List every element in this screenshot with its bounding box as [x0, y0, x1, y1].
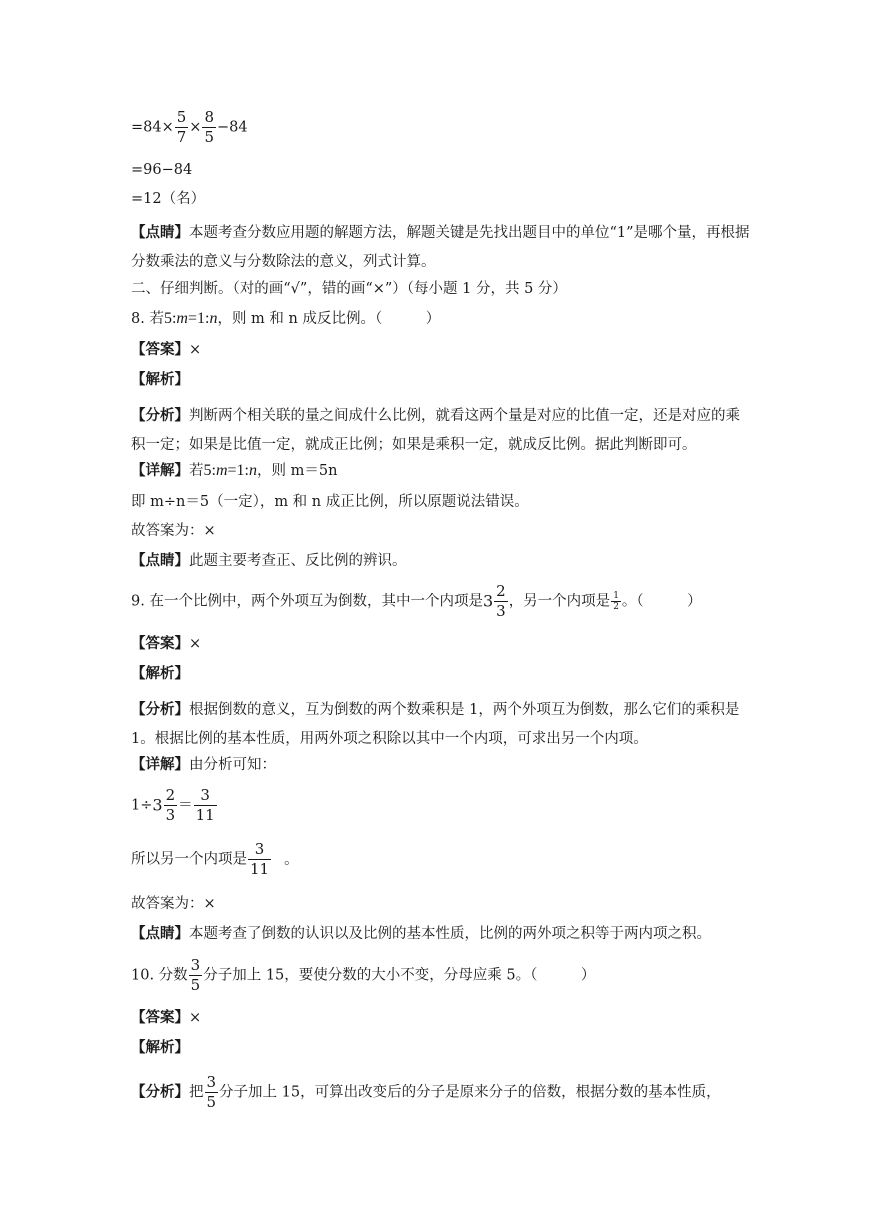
calc-text: =84×: [131, 119, 174, 136]
q9-calc: 1÷3 $\frac{2}{3}$ ＝ $\frac{3}{11}$: [131, 786, 215, 824]
q7-dianjing: [131, 218, 751, 277]
q9-answer: 【答案】×: [131, 635, 202, 652]
q9-gudaan: 故答案为：×: [131, 896, 216, 912]
section-text: 本题考查分数应用题的解题方法，解题关键是先找出题目中的单位“1”是哪个量，再根据分数乘法的意义与分数除法的意义，列式计算。: [131, 225, 750, 270]
calc-text: ×: [189, 119, 202, 136]
section-2-heading: 二、仔细判断。（对的画“√”，错的画“×”）（每小题 1 分，共 5 分）: [131, 281, 567, 297]
section-tag: 【点睛】: [131, 224, 189, 241]
q8-fenxi: 【分析】判断两个相关联的量之间成什么比例，就看这两个量是对应的比值一定，还是对应的乘积一定；如果是比值一定，就成正比例；如果是乘积一定，就成反比例。据此判断即可。: [131, 407, 740, 453]
calc-text: −84: [217, 119, 248, 136]
q9-jiexi: 【解析】: [131, 665, 189, 682]
calc-line-2: =96−84: [131, 162, 193, 178]
q8-stem: 8. 若5:m=1:n，则 m 和 n 成反比例。（ ）: [131, 310, 441, 327]
calc-line-1: [131, 108, 751, 147]
q8-jiexi: 【解析】: [131, 371, 189, 388]
fraction: $\frac{8}{5}$: [204, 108, 214, 146]
q10-jiexi: 【解析】: [131, 1039, 189, 1056]
fraction: $\frac{5}{7}$: [176, 108, 187, 146]
fraction: $\frac{3}{11}$: [250, 840, 270, 878]
calc-line-3: =12（名）: [131, 191, 206, 207]
q9-fenxi: 【分析】根据倒数的意义，互为倒数的两个数乘积是 1，两个外项互为倒数，那么它们的乘积是 1。根据比例的基本性质，用两外项之积除以其中一个内项，可求出另一个内项。: [131, 701, 740, 747]
fraction: $\frac{3}{5}$: [190, 956, 201, 994]
q8-answer: 【答案】×: [131, 341, 202, 358]
q8-xiangjie: 【详解】若5:m=1:n，则 m＝5n: [131, 462, 338, 479]
q10-answer: 【答案】×: [131, 1009, 202, 1026]
q10-stem: 10. 分数 $\frac{3}{5}$ 分子加上 15，要使分数的大小不变，分母应乘 5。（ ）: [131, 956, 596, 994]
fraction: $\frac{2}{3}$: [165, 786, 176, 824]
q8-dianjing: 【点睛】此题主要考查正、反比例的辨识。: [131, 552, 407, 569]
q10-fenxi: 【分析】把 $\frac{3}{5}$ 分子加上 15，可算出改变后的分子是原来分子的倍数，根据分数的基本性质，: [131, 1073, 721, 1111]
fraction: $\frac{3}{11}$: [195, 786, 215, 824]
fraction: $\frac{2}{3}$: [496, 582, 506, 620]
q8-gudaan: 故答案为：×: [131, 523, 216, 539]
fraction-small: $\frac{1}{2}$: [613, 591, 619, 612]
fraction: $\frac{3}{5}$: [206, 1073, 217, 1111]
q9-stem: 9. 在一个比例中，两个外项互为倒数，其中一个内项是3 $\frac{2}{3}$ ，另一个内项是 $\frac{1}{2}$ 。（ ）: [131, 582, 702, 620]
q8-xiangjie-2: 即 m÷n＝5（一定），m 和 n 成正比例，所以原题说法错误。: [131, 494, 529, 510]
q9-suoyi: 所以另一个内项是 $\frac{3}{11}$ 。: [131, 840, 299, 878]
q9-xiangjie: 【详解】由分析可知：: [131, 756, 276, 773]
q9-dianjing: 【点睛】本题考查了倒数的认识以及比例的基本性质，比例的两外项之积等于两内项之积。: [131, 925, 711, 942]
